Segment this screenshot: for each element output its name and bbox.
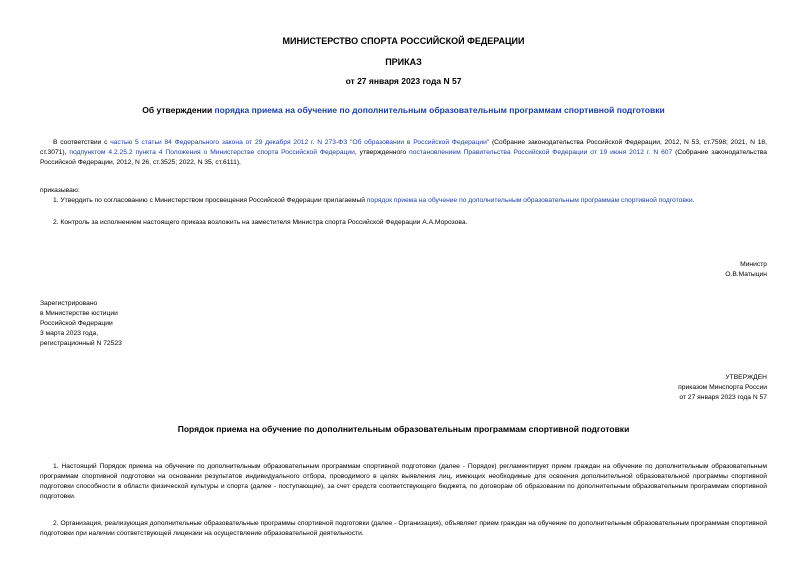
approval-line: УТВЕРЖДЕН [725,374,767,381]
section-paragraph-2: 2. Организация, реализующая дополнительные образовательные программы спортивной подготовки (далее - Организация), объявляет прием граждан на обучение по дополнительным образовательным программам спортивной подготовки при наличии соответствующей лицензии на осуществление образовательной деятельности. [40,520,767,537]
registration-line: Зарегистрировано [40,300,98,307]
approval-line: приказом Минспорта России [678,384,767,391]
ministry-heading: МИНИСТЕРСТВО СПОРТА РОССИЙСКОЙ ФЕДЕРАЦИИ [282,36,525,46]
doc-type-heading: ПРИКАЗ [385,57,422,67]
order-item-2: 2. Контроль за исполнением настоящего приказа возложить на заместителя Министра спорта Российской Федерации А.А.Морозова. [53,219,468,226]
registration-block [40,299,122,349]
section-paragraph-1: 1. Настоящий Порядок приема на обучение по дополнительным образовательным программам спортивной подготовки (далее - Порядок) регламентирует прием граждан на обучение по дополнительным образовательным программам спортивной подготовки на основании результатов индивидуального отбора, проводимого в целях выявления лиц, имеющих необходимые для освоения дополнительной образовательной программы спортивной подготовки способности в области физической культуры и спорта (далее - поступающие), за счет средств соответствующего бюджета, по договорам об образовании по дополнительным образовательным программам спортивной подготовки. [40,463,767,500]
ministry-regulation-link[interactable]: подпунктом 4.2.25.2 пункта 4 Положения о Министерстве спорта Российской Федерации [69,149,355,156]
preamble-paragraph [40,138,767,168]
date-number: от 27 января 2023 года N 57 [345,76,462,86]
order-item-1 [53,196,694,206]
procedure-link[interactable]: порядок приема на обучение по дополнительным образовательным программам спортивной подготовки [366,197,693,204]
preamble-text-3: , утвержденного [354,149,410,156]
law-273-link[interactable]: частью 5 статьи 84 Федерального закона от 29 декабря 2012 г. N 273-ФЗ "Об образовании в Российской Федерации" [110,139,490,146]
approval-line: от 27 января 2023 года N 57 [679,394,767,401]
signature-title: Министр [740,261,767,268]
order-item-1-text: 1. Утвердить по согласованию с Министерством просвещения Российской Федерации прилагаемый [53,197,367,204]
order-word: приказываю: [40,187,80,194]
registration-line: регистрационный N 72523 [40,340,122,347]
title-link[interactable]: порядка приема на обучение по дополнительным образовательным программам спортивной подготовки [214,105,665,115]
registration-line: в Министерстве юстиции [40,310,118,317]
government-decree-link[interactable]: постановлением Правительства Российской Федерации от 19 июня 2012 г. N 607 [409,149,673,156]
section-title: Порядок приема на обучение по дополнительным образовательным программам спортивной подготовки [177,424,630,434]
preamble-text-2: (Собрание законодательства Российской Федерации, 2012, N 53, ст.7598; 2021, N 18, ст.3071), [40,139,767,156]
approval-block [678,373,767,403]
title-prefix: Об утверждении [142,105,215,115]
registration-line: 3 марта 2023 года, [40,330,99,337]
preamble-text-4: (Собрание законодательства Российской Федерации, 2012, N 26, ст.3525; 2022, N 35, ст.6111), [40,149,767,166]
document-title [0,105,807,115]
preamble-text-1: В соответствии с [53,139,111,146]
order-item-1-end: . [692,197,695,204]
signature-name: О.В.Матыцин [725,271,767,278]
signature-block [725,260,767,280]
registration-line: Российской Федерации [40,320,113,327]
